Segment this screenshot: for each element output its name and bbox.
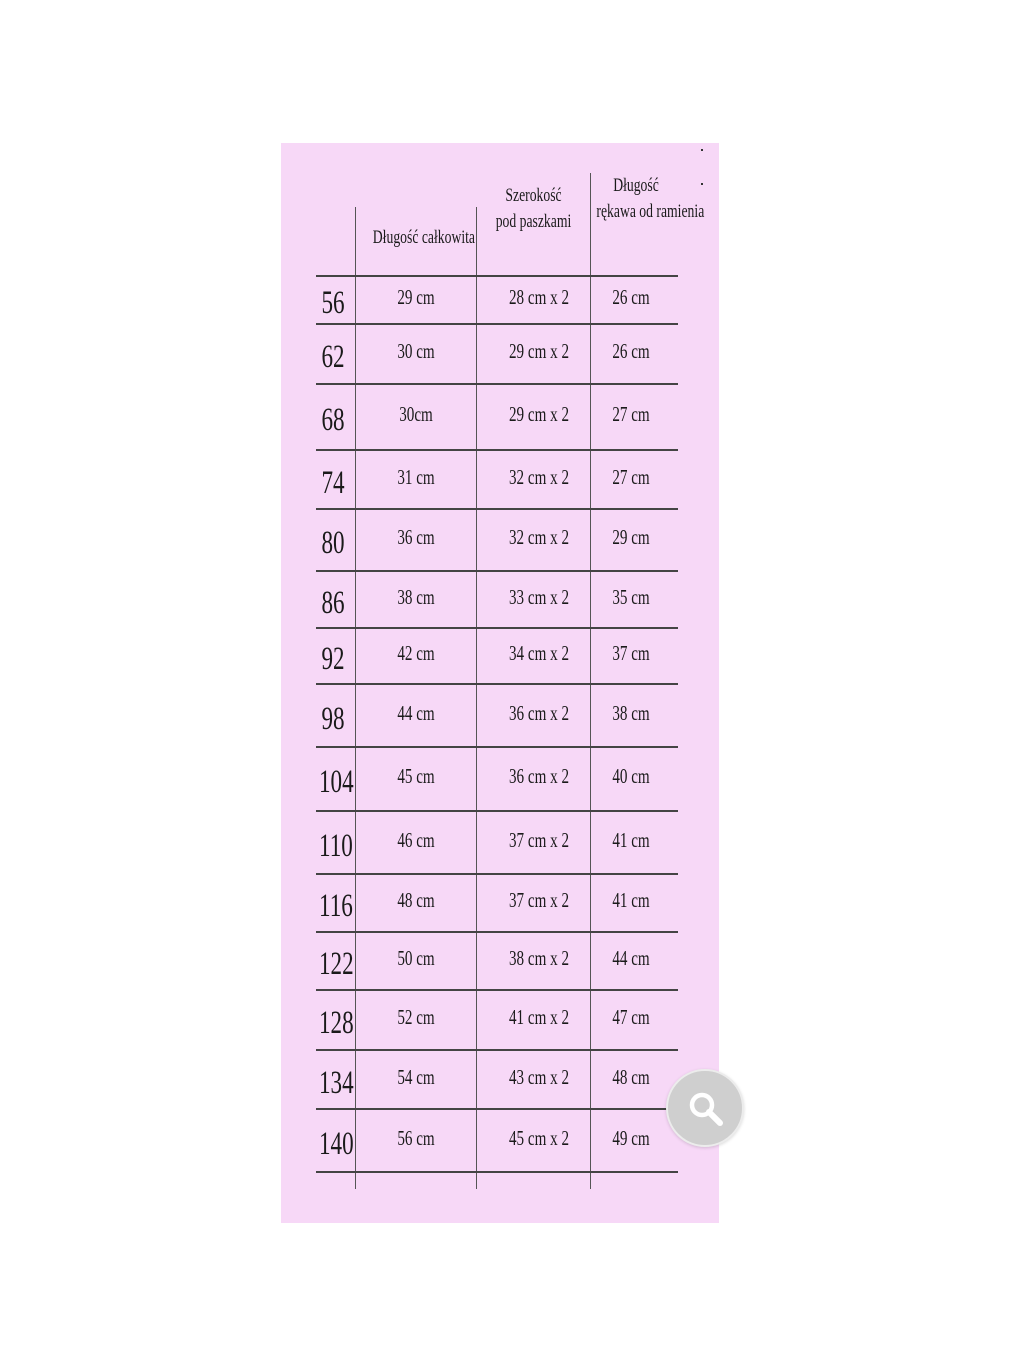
- size-cell: 110: [319, 827, 353, 864]
- total-length-cell: 30cm: [399, 402, 433, 426]
- total-length-cell: 30 cm: [397, 339, 435, 363]
- row-divider: [316, 746, 678, 748]
- size-cell: 116: [319, 888, 353, 924]
- sleeve-length-cell: 41 cm: [612, 888, 650, 912]
- column-divider: [476, 207, 477, 1189]
- row-divider: [316, 508, 678, 510]
- row-divider: [316, 383, 678, 385]
- row-divider: [316, 683, 678, 685]
- total-length-cell: 50 cm: [397, 946, 435, 970]
- width-cell: 33 cm x 2: [508, 584, 570, 609]
- width-cell: 45 cm x 2: [508, 1125, 570, 1150]
- row-divider: [316, 989, 678, 991]
- sleeve-length-cell: 27 cm: [612, 464, 650, 489]
- sleeve-length-cell: 37 cm: [612, 641, 650, 665]
- width-cell: 38 cm x 2: [508, 946, 570, 970]
- width-cell: 28 cm x 2: [508, 285, 570, 309]
- size-cell: 74: [321, 464, 345, 501]
- size-cell: 92: [321, 641, 345, 677]
- column-divider: [590, 173, 591, 1189]
- width-cell: 37 cm x 2: [508, 827, 570, 852]
- total-length-cell: 36 cm: [397, 525, 435, 549]
- width-cell: 43 cm x 2: [508, 1064, 570, 1089]
- width-cell: 32 cm x 2: [508, 525, 570, 549]
- row-divider: [316, 570, 678, 572]
- size-cell: 122: [319, 946, 354, 982]
- size-cell: 68: [321, 402, 345, 438]
- sleeve-length-cell: 48 cm: [612, 1064, 650, 1089]
- sleeve-length-cell: 26 cm: [612, 285, 650, 309]
- width-cell: 29 cm x 2: [508, 339, 570, 363]
- size-cell: 140: [319, 1125, 354, 1162]
- row-divider: [316, 275, 678, 277]
- width-cell: 32 cm x 2: [508, 464, 570, 489]
- row-divider: [316, 1049, 678, 1051]
- row-divider: [316, 873, 678, 875]
- sleeve-length-cell: 44 cm: [612, 946, 650, 970]
- sleeve-length-cell: 35 cm: [612, 584, 650, 609]
- sleeve-length-cell: 40 cm: [612, 764, 650, 788]
- total-length-cell: 48 cm: [397, 888, 435, 912]
- size-cell: 62: [321, 339, 345, 375]
- total-length-cell: 54 cm: [397, 1064, 435, 1089]
- speck: [701, 149, 703, 151]
- sleeve-length-cell: 49 cm: [612, 1125, 650, 1150]
- total-length-cell: 38 cm: [397, 584, 435, 609]
- size-cell: 80: [321, 525, 345, 561]
- speck: [701, 183, 703, 185]
- sleeve-length-cell: 38 cm: [612, 700, 650, 725]
- width-cell: 29 cm x 2: [508, 402, 570, 426]
- width-cell: 37 cm x 2: [508, 888, 570, 912]
- size-cell: 56: [321, 285, 345, 321]
- size-chart-image: [281, 143, 719, 1223]
- row-divider: [316, 449, 678, 451]
- total-length-cell: 52 cm: [397, 1005, 435, 1029]
- total-length-cell: 42 cm: [397, 641, 435, 665]
- header-width-underarm: Szerokość pod paszkami: [495, 185, 572, 232]
- width-cell: 36 cm x 2: [508, 764, 570, 788]
- width-cell: 36 cm x 2: [508, 700, 570, 725]
- magnifier-icon: [687, 1090, 725, 1128]
- size-cell: 98: [321, 700, 345, 737]
- total-length-cell: 46 cm: [397, 827, 435, 852]
- sleeve-length-cell: 26 cm: [612, 339, 650, 363]
- row-divider: [316, 1171, 678, 1173]
- width-cell: 41 cm x 2: [508, 1005, 570, 1029]
- sleeve-length-cell: 29 cm: [612, 525, 650, 549]
- total-length-cell: 45 cm: [397, 764, 435, 788]
- width-cell: 34 cm x 2: [508, 641, 570, 665]
- size-cell: 134: [319, 1064, 354, 1101]
- zoom-button[interactable]: [666, 1069, 744, 1147]
- size-cell: 128: [319, 1005, 354, 1041]
- row-divider: [316, 1108, 678, 1110]
- row-divider: [316, 810, 678, 812]
- header-total-length: Długość całkowita: [372, 227, 475, 248]
- sleeve-length-cell: 47 cm: [612, 1005, 650, 1029]
- size-cell: 86: [321, 584, 345, 621]
- sleeve-length-cell: 41 cm: [612, 827, 650, 852]
- column-divider: [355, 207, 356, 1189]
- row-divider: [316, 323, 678, 325]
- total-length-cell: 44 cm: [397, 700, 435, 725]
- total-length-cell: 31 cm: [397, 464, 435, 489]
- row-divider: [316, 627, 678, 629]
- sleeve-length-cell: 27 cm: [612, 402, 650, 426]
- header-sleeve-length: Długość rękawa od ramienia: [596, 175, 705, 222]
- total-length-cell: 56 cm: [397, 1125, 435, 1150]
- total-length-cell: 29 cm: [397, 285, 435, 309]
- row-divider: [316, 931, 678, 933]
- size-cell: 104: [319, 764, 354, 800]
